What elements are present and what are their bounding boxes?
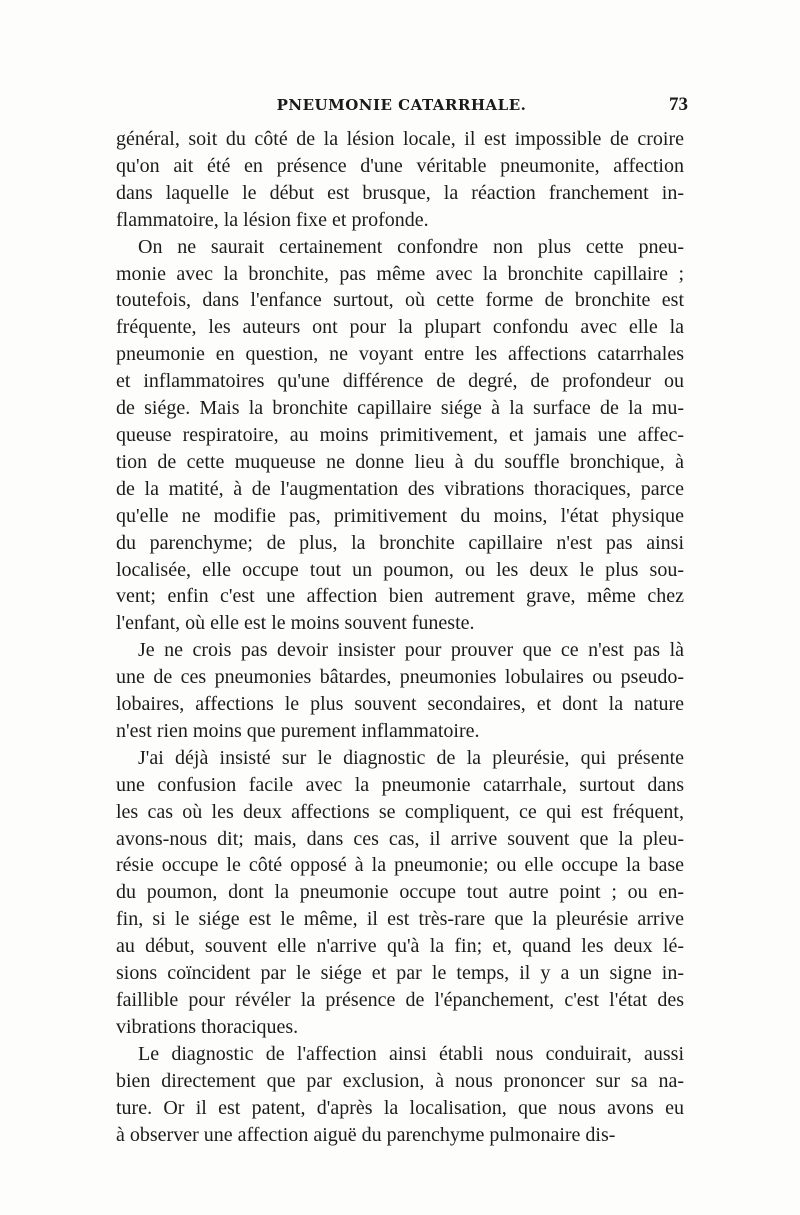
- text-line: vent; enfin c'est une affection bien autrement grave, même chez: [116, 585, 684, 608]
- paragraph: [116, 637, 684, 745]
- text-line: localisée, elle occupe tout un poumon, ou les deux le plus sou-: [116, 558, 684, 581]
- paragraph: [116, 1041, 684, 1149]
- text-line: tion de cette muqueuse ne donne lieu à du souffle bronchique, à: [116, 450, 684, 473]
- text-line: au début, souvent elle n'arrive qu'à la fin; et, quand les deux lé-: [116, 935, 684, 958]
- text-line: résie occupe le côté opposé à la pneumonie; ou elle occupe la base: [116, 854, 684, 877]
- text-line: Je ne crois pas devoir insister pour prouver que ce n'est pas là: [138, 639, 684, 662]
- running-title: PNEUMONIE CATARRHALE.: [276, 96, 527, 114]
- text-line: du parenchyme; de plus, la bronchite capillaire n'est pas ainsi: [116, 531, 684, 554]
- paragraph: [116, 126, 684, 234]
- text-line: lobaires, affections le plus souvent secondaires, et dont la nature: [116, 693, 684, 716]
- text-line: On ne saurait certainement confondre non plus cette pneu-: [138, 235, 684, 258]
- text-line: bien directement que par exclusion, à nous prononcer sur sa na-: [116, 1069, 684, 1092]
- text-line: fin, si le siége est le même, il est très-rare que la pleurésie arrive: [116, 908, 684, 931]
- text-line: dans laquelle le début est brusque, la réaction franchement in-: [116, 181, 684, 204]
- text-line: toutefois, dans l'enfance surtout, où cette forme de bronchite est: [116, 289, 684, 312]
- text-line: l'enfant, où elle est le moins souvent funeste.: [116, 612, 475, 635]
- text-line: qu'on ait été en présence d'une véritable pneumonite, affection: [116, 154, 684, 177]
- text-line: queuse respiratoire, au moins primitivement, et jamais une affec-: [116, 423, 684, 446]
- text-line: de siége. Mais la bronchite capillaire siége à la surface de la mu-: [116, 397, 684, 420]
- text-line: à observer une affection aiguë du parenchyme pulmonaire dis-: [116, 1123, 616, 1146]
- text-line: sions coïncident par le siége et par le temps, il y a un signe in-: [116, 962, 684, 985]
- text-line: général, soit du côté de la lésion locale, il est impossible de croire: [116, 128, 684, 150]
- text-line: vibrations thoraciques.: [116, 1015, 299, 1038]
- text-line: du poumon, dont la pneumonie occupe tout autre point ; ou en-: [116, 881, 684, 904]
- text-line: une de ces pneumonies bâtardes, pneumonies lobulaires ou pseudo-: [116, 666, 684, 689]
- text-line: qu'elle ne modifie pas, primitivement du moins, l'état physique: [116, 504, 684, 527]
- text-line: n'est rien moins que purement inflammatoire.: [116, 719, 480, 742]
- text-line: faillible pour révéler la présence de l'épanchement, c'est l'état des: [116, 989, 684, 1011]
- text-line: fréquente, les auteurs ont pour la plupart confondu avec elle la: [116, 316, 684, 339]
- paragraph: [116, 745, 684, 1041]
- text-line: pneumonie en question, ne voyant entre les affections catarrhales: [116, 343, 684, 366]
- page-header: [115, 96, 688, 120]
- page-number: 73: [669, 94, 688, 115]
- text-line: avons-nous dit; mais, dans ces cas, il arrive souvent que la pleu-: [116, 827, 684, 850]
- text-line: une confusion facile avec la pneumonie catarrhale, surtout dans: [116, 773, 684, 796]
- text-line: et inflammatoires qu'une différence de degré, de profondeur ou: [116, 370, 684, 393]
- text-line: ture. Or il est patent, d'après la localisation, que nous avons eu: [116, 1096, 684, 1119]
- text-line: Le diagnostic de l'affection ainsi établi nous conduirait, aussi: [138, 1042, 684, 1065]
- text-line: monie avec la bronchite, pas même avec la bronchite capillaire ;: [116, 262, 684, 285]
- text-line: J'ai déjà insisté sur le diagnostic de la pleurésie, qui présente: [138, 746, 684, 769]
- paragraph: [116, 234, 684, 638]
- body-text: [116, 126, 684, 1148]
- text-line: flammatoire, la lésion fixe et profonde.: [116, 208, 429, 231]
- text-line: les cas où les deux affections se compliquent, ce qui est fréquent,: [116, 800, 684, 823]
- text-line: de la matité, à de l'augmentation des vibrations thoraciques, parce: [116, 477, 684, 500]
